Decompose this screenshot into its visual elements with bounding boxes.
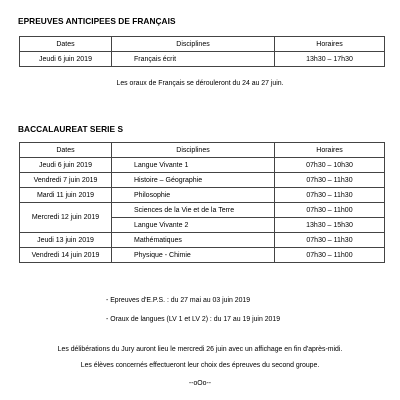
cell-discipline: Philosophie xyxy=(112,188,275,203)
deliberations-note: Les délibérations du Jury auront lieu le mercredi 26 juin avec un affichage en fin d'après-midi. xyxy=(57,346,343,353)
cell-discipline: Mathématiques xyxy=(112,233,275,248)
table-row xyxy=(20,203,385,218)
table-header-row xyxy=(20,143,385,158)
cell-horaire: 07h30 – 11h30 xyxy=(275,173,385,188)
table-header-row xyxy=(20,37,385,52)
cell-date: Jeudi 13 juin 2019 xyxy=(20,233,112,248)
header-disciplines: Disciplines xyxy=(112,37,275,52)
cell-horaire: 07h30 – 11h00 xyxy=(275,203,385,218)
eps-note: - Epreuves d'E.P.S. : du 27 mai au 03 juin 2019 xyxy=(106,297,251,304)
header-dates: Dates xyxy=(20,143,112,158)
cell-date: Mardi 11 juin 2019 xyxy=(20,188,112,203)
cell-date: Vendredi 14 juin 2019 xyxy=(20,248,112,263)
end-ornament: --oOo-- xyxy=(188,380,212,387)
cell-date: Vendredi 7 juin 2019 xyxy=(20,173,112,188)
cell-discipline: Physique - Chimie xyxy=(112,248,275,263)
table-row xyxy=(20,188,385,203)
cell-horaire: 13h30 – 15h30 xyxy=(275,218,385,233)
cell-date: Jeudi 6 juin 2019 xyxy=(20,158,112,173)
section-title-francais: EPREUVES ANTICIPEES DE FRANÇAIS xyxy=(18,16,176,26)
header-disciplines: Disciplines xyxy=(112,143,275,158)
second-groupe-note: Les élèves concernés effectueront leur choix des épreuves du second groupe. xyxy=(80,362,320,369)
cell-horaire: 07h30 – 11h30 xyxy=(275,233,385,248)
bac-s-schedule-table xyxy=(19,142,385,263)
cell-horaire: 13h30 – 17h30 xyxy=(275,52,385,67)
table-row xyxy=(20,173,385,188)
header-dates: Dates xyxy=(20,37,112,52)
cell-date: Jeudi 6 juin 2019 xyxy=(20,52,112,67)
cell-discipline: Langue Vivante 1 xyxy=(112,158,275,173)
cell-horaire: 07h30 – 11h30 xyxy=(275,188,385,203)
header-horaires: Horaires xyxy=(275,37,385,52)
francais-schedule-table xyxy=(19,36,385,67)
cell-discipline: Sciences de la Vie et de la Terre xyxy=(112,203,275,218)
table-row xyxy=(20,233,385,248)
cell-date: Mercredi 12 juin 2019 xyxy=(20,203,112,233)
table-row xyxy=(20,158,385,173)
cell-horaire: 07h30 – 11h00 xyxy=(275,248,385,263)
cell-discipline: Français écrit xyxy=(112,52,275,67)
cell-discipline: Histoire – Géographie xyxy=(112,173,275,188)
oraux-langues-note: - Oraux de langues (LV 1 et LV 2) : du 17 au 19 juin 2019 xyxy=(106,316,281,323)
oraux-francais-note: Les oraux de Français se dérouleront du 24 au 27 juin. xyxy=(116,80,284,87)
header-horaires: Horaires xyxy=(275,143,385,158)
table-row xyxy=(20,52,385,67)
section-title-bac-s: BACCALAUREAT SERIE S xyxy=(18,124,124,134)
cell-horaire: 07h30 – 10h30 xyxy=(275,158,385,173)
cell-discipline: Langue Vivante 2 xyxy=(112,218,275,233)
table-row xyxy=(20,248,385,263)
